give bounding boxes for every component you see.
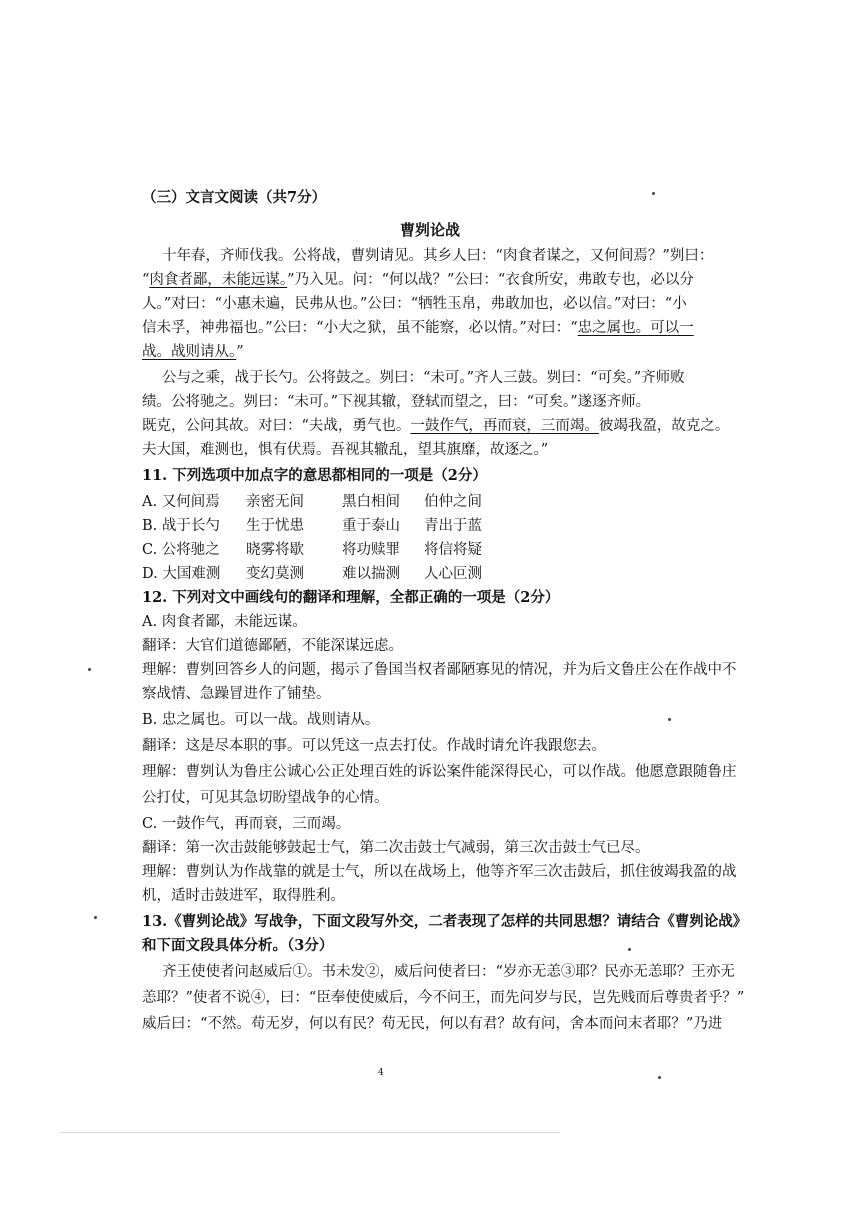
scan-speck — [668, 718, 671, 721]
passage2-line-4: 夫大国，难测也，惧有伏焉。吾视其辙乱，望其旗靡，故逐之。” — [142, 442, 549, 458]
passage-line-3: 人。”对曰：“小惠未遍，民弗从也。”公曰：“牺牲玉帛，弗敢加也，必以信。”对曰：“小 — [142, 296, 687, 312]
passage-line-4: 信未孚，神弗福也。”公曰：“小大之狱，虽不能察，必以情。”对曰：“忠之属也。可以一 — [142, 320, 694, 336]
passage-line-5: 战。战则请从。” — [142, 344, 244, 360]
q12-b-understanding-2: 公打仗，可见其急切盼望战争的心情。 — [142, 790, 389, 806]
passage2-line-2: 绩。公将驰之。刿曰：“未可。”下视其辙，登轼而望之，曰：“可矣。”遂逐齐师。 — [142, 394, 651, 410]
q13-stem-1: 13.《曹刿论战》写战争，下面文段写外交，二者表现了怎样的共同思想？请结合《曹刿论战》 — [142, 913, 748, 930]
q12-b-translation: 翻译：这是尽本职的事。可以凭这一点去打仗。作战时请允许我跟您去。 — [142, 738, 606, 754]
q12-c-understanding-2: 机，适时击鼓进军，取得胜利。 — [142, 888, 345, 904]
underlined-sentence-c: 一鼓作气，再而衰，三而竭。 — [410, 418, 599, 434]
q12-stem: 12. 下列对文中画线句的翻译和理解，全都正确的一项是（2分） — [142, 589, 560, 606]
scan-speck — [88, 668, 91, 671]
passage-line-2: “肉食者鄙，未能远谋。”乃入见。问：“何以战？”公曰：“衣食所安，弗敢专也，必以分 — [142, 272, 694, 288]
scan-speck — [658, 1076, 661, 1079]
q13-text-3: 威后曰：“不然。苟无岁，何以有民？苟无民，何以有君？故有问，舍本而问末者耶？”乃进 — [142, 1016, 723, 1032]
passage2-line-3: 既克，公问其故。对曰：“夫战，勇气也。一鼓作气，再而衰，三而竭。彼竭我盈，故克之。 — [142, 418, 730, 434]
underlined-sentence-a: 肉食者鄙，未能远谋。 — [149, 272, 288, 288]
exam-page: （三）文言文阅读（共7分） 曹刿论战 十年春，齐师伐我。公将战，曹刿请见。其乡人曰：“肉食者谋之，又何间焉？”刿曰： “肉食者鄙，未能远谋。”乃入见。问：“何以战？”公曰：“衣食所安，弗敢专也，必以分 人。”对曰：“小惠未遍，民弗从也。”公曰：“牺牲玉帛，弗敢加也，必以信。”对曰：“小 信未孚，神弗福也。”公曰：“小大之狱，虽不能察，必以情。”对曰：“忠之属也。可以一 战。战则请从。” 公与之乘，战于长勺。公将鼓之。刿曰：“未可。”齐人三鼓。刿曰：“可矣。”齐师败 绩。公将驰之。刿曰：“未可。”下视其辙，登轼而望之，曰：“可矣。”遂逐齐师。 既克，公问其故。对曰：“夫战，勇气也。一鼓作气，再而衰，三而竭。彼竭我盈，故克之。 夫大国，难测也，惧有伏焉。吾视其辙乱，望其旗靡，故逐之。” 11. 下列选项中加点字的意思都相同的一项是（2分） A. 又何间焉 亲密无间 黑白相间 伯仲之间 B. 战于长勺 生于忧患 重于泰山 青出于蓝 C. 公将驰之 晓雾将歇 将功赎罪 将信将疑 D. 大国难测 变幻莫测 难以揣测 人心叵测 12. 下列对文中画线句的翻译和理解，全都正确的一项是（2分） A. 肉食者鄙，未能远谋。 翻译：大官们道德鄙陋，不能深谋远虑。 理解：曹刿回答乡人的问题，揭示了鲁国当权者鄙陋寡见的情况，并为后文鲁庄公在作战中不 察战情、急躁冒进作了铺垫。 B. 忠之属也。可以一战。战则请从。 翻译：这是尽本职的事。可以凭这一点去打仗。作战时请允许我跟您去。 理解：曹刿认为鲁庄公诚心公正处理百姓的诉讼案件能深得民心，可以作战。他愿意跟随鲁庄 公打仗，可见其急切盼望战争的心情。 C. 一鼓作气，再而衰，三而竭。 翻译：第一次击鼓能够鼓起士气，第二次击鼓士气减弱，第三次击鼓士气已尽。 理解：曹刿认为作战靠的就是士气，所以在战场上，他等齐军三次击鼓后，抓住彼竭我盈的战 机，适时击鼓进军，取得胜利。 13.《曹刿论战》写战争，下面文段写外交，二者表现了怎样的共同思想？请结合《曹刿论战》 和下面文段具体分析。（3分） 齐王使使者问赵威后①。书未发②，威后问使者曰：“岁亦无恙③耶？民亦无恙耶？王亦无 恙耶？”使者不说④，曰：“臣奉使使威后，今不问王，而先问岁与民，岂先贱而后尊贵者乎？” 威后曰：“不然。苟无岁，何以有民？苟无民，何以有君？故有问，舍本而问末者耶？”乃进 4 — [0, 0, 860, 1216]
scan-edge — [60, 1132, 560, 1133]
scan-speck — [628, 948, 631, 951]
q12-b-understanding-1: 理解：曹刿认为鲁庄公诚心公正处理百姓的诉讼案件能深得民心，可以作战。他愿意跟随鲁庄 — [142, 764, 737, 780]
passage2-line-1: 公与之乘，战于长勺。公将鼓之。刿曰：“未可。”齐人三鼓。刿曰：“可矣。”齐师败 — [162, 370, 685, 386]
scan-speck — [94, 916, 97, 919]
underlined-sentence-b1: 忠之属也。可以一 — [577, 320, 694, 336]
q12-a-understanding-2: 察战情、急躁冒进作了铺垫。 — [142, 686, 331, 702]
q12-c-sentence: C. 一鼓作气，再而衰，三而竭。 — [142, 816, 351, 832]
underlined-sentence-b2: 战。战则请从。 — [142, 344, 237, 360]
passage-line-1: 十年春，齐师伐我。公将战，曹刿请见。其乡人曰：“肉食者谋之，又何间焉？”刿曰： — [162, 248, 714, 264]
q11-stem: 11. 下列选项中加点字的意思都相同的一项是（2分） — [142, 467, 487, 484]
scan-speck — [652, 192, 655, 195]
section-heading: （三）文言文阅读（共7分） — [142, 189, 327, 206]
q12-b-sentence: B. 忠之属也。可以一战。战则请从。 — [142, 712, 380, 728]
q13-text-1: 齐王使使者问赵威后①。书未发②，威后问使者曰：“岁亦无恙③耶？民亦无恙耶？王亦无 — [162, 964, 735, 980]
q13-text-2: 恙耶？”使者不说④，曰：“臣奉使使威后，今不问王，而先问岁与民，岂先贱而后尊贵者乎？” — [142, 990, 745, 1006]
q12-c-translation: 翻译：第一次击鼓能够鼓起士气，第二次击鼓士气减弱，第三次击鼓士气已尽。 — [142, 840, 650, 856]
q12-a-sentence: A. 肉食者鄙，未能远谋。 — [142, 614, 307, 630]
page-number: 4 — [378, 1068, 384, 1078]
passage-title: 曹刿论战 — [399, 221, 460, 239]
q12-a-understanding-1: 理解：曹刿回答乡人的问题，揭示了鲁国当权者鄙陋寡见的情况，并为后文鲁庄公在作战中不 — [142, 662, 737, 678]
q12-c-understanding-1: 理解：曹刿认为作战靠的就是士气，所以在战场上，他等齐军三次击鼓后，抓住彼竭我盈的战 — [142, 864, 737, 880]
q12-a-translation: 翻译：大官们道德鄙陋，不能深谋远虑。 — [142, 638, 403, 654]
q13-stem-2: 和下面文段具体分析。（3分） — [142, 937, 334, 954]
